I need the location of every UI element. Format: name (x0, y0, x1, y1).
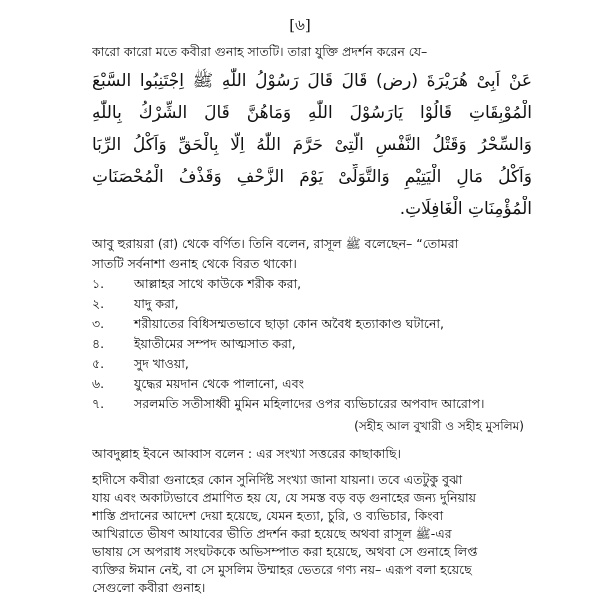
list-item (92, 296, 532, 312)
arabic-line: عَنْ اَبِىْ هُرَيْرَةَ (رض) قَالَ قَالَ رَسُوْلُ اللّٰهِ ﷺ اِجْتَنِبُوا السَّبْعَ (92, 71, 532, 91)
intro-line: কারো কারো মতে কবীরা গুনাহ সাতটি। তারা যুক্তি প্রদর্শন করেন যে– (92, 44, 428, 59)
arabic-line: الْمُؤْمِنَاتِ الْغَافِلَاتِ. (399, 199, 532, 219)
list-text: যাদু করা, (134, 296, 179, 311)
list-text: আল্লাহর সাথে কাউকে শরীক করা, (134, 276, 302, 291)
list-item (92, 276, 532, 292)
paragraph-line: ব্যক্তির ঈমান নেই, বা সে মুসলিম উম্মাহর ভেতরে গণ্য নয়– এরূপ বলা হয়েছে (92, 562, 472, 577)
ibn-abbas-line: আবদুল্লাহ ইবনে আব্বাস বলেন : এর সংখ্যা সত্তরের কাছাকাছি। (92, 446, 401, 461)
arabic-line: وَالسِّحْرُ وَقَتْلُ النَّفْسِ الَّتِىْ حَرَّمَ اللّٰهُ اِلَّا بِالْحَقِّ وَاَكْلُ الرِّبَا (92, 135, 532, 155)
list-text: শরীয়াতের বিধিসম্মতভাবে ছাড়া কোন অবৈধ হত্যাকাণ্ড ঘটানো, (134, 316, 444, 331)
list-number: ৫. (92, 356, 105, 371)
hadith-reference: (সহীহ আল বুখারী ও সহীহ মুসলিম) (354, 419, 524, 433)
paragraph-line: ভাষায় সে অপরাধ সংঘটককে অভিসম্পাত করা হয়েছে, অথবা সে গুনাহে লিপ্ত (92, 544, 478, 559)
page-number: [৬] (289, 16, 311, 34)
list-number: ১. (92, 276, 105, 291)
list-number: ২. (92, 296, 105, 311)
list-number: ৬. (92, 376, 105, 391)
list-text: ইয়াতীমের সম্পদ আত্মসাত করা, (134, 336, 296, 351)
list-text: সুদ খাওয়া, (134, 356, 189, 371)
narration-line: সাতটি সর্বনাশা গুনাহ থেকে বিরত থাকো। (92, 256, 297, 271)
paragraph-line: আখিরাতে ভীষণ আযাবের ভীতি প্রদর্শন করা হয়েছে অথবা রাসূল ﷺ-এর (92, 526, 452, 541)
paragraph-line: সেগুলো কবীরা গুনাহ। (92, 580, 206, 595)
list-text: সরলমতি সতীসাধ্বী মুমিন মহিলাদের ওপর ব্যভিচারের অপবাদ আরোপ। (134, 396, 485, 411)
list-item (92, 336, 532, 352)
list-number: ৪. (92, 336, 105, 351)
arabic-line: الْمُوْبِقَاتِ قَالُوْا يَارَسُوْلَ اللّٰهِ وَمَاهُنَّ قَالَ الشِّرْكُ بِاللّٰهِ (92, 103, 532, 123)
paragraph-line: যায় এবং অকাট্যভাবে প্রমাণিত হয় যে, যে সমস্ত বড় বড় গুনাহের জন্য দুনিয়ায় (92, 490, 476, 505)
arabic-line: وَاَكْلُ مَالِ الْيَتِيْمِ وَالتَّوَلِّىْ يَوْمَ الزَّحْفِ وَقَذْفُ الْمُحْصَنَاتِ (92, 167, 532, 187)
list-item (92, 376, 532, 392)
narration-line: আবু হুরায়রা (রা) থেকে বর্ণিত। তিনি বলেন, রাসূল ﷺ বলেছেন– “তোমরা (92, 236, 459, 251)
list-text: যুদ্ধের ময়দান থেকে পালানো, এবং (134, 376, 305, 391)
list-item (92, 396, 532, 412)
list-item (92, 356, 532, 372)
paragraph-line: হাদীসে কবীরা গুনাহের কোন সুনির্দিষ্ট সংখ্যা জানা যায়না। তবে এতটুকু বুঝা (92, 472, 463, 487)
list-item (92, 316, 532, 332)
list-number: ৭. (92, 396, 105, 411)
paragraph-line: শাস্তি প্রদানের আদেশ দেয়া হয়েছে, যেমন হত্যা, চুরি, ও ব্যভিচার, কিংবা (92, 508, 444, 523)
list-number: ৩. (92, 316, 105, 331)
